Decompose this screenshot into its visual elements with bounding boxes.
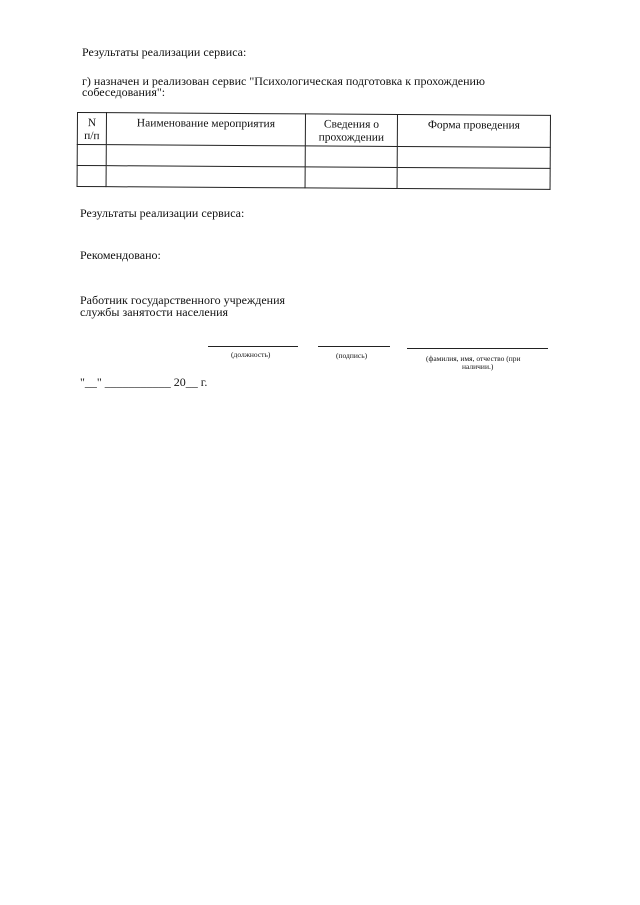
header-number-line2: п/п (84, 130, 100, 143)
service-description-line1: г) назначен и реализован сервис "Психологическая подготовка к прохождению (82, 74, 485, 88)
signature-line (318, 346, 390, 347)
full-name-line (407, 348, 548, 349)
header-completion-line1: Сведения о (323, 118, 380, 131)
date-line: "__" ___________ 20__ г. (80, 375, 208, 389)
table-cell (106, 145, 305, 167)
recommended-label: Рекомендовано: (80, 248, 161, 262)
header-number-line1: N (87, 117, 97, 130)
header-completion-info (305, 114, 397, 147)
table-cell (77, 166, 106, 187)
caption-signature: (подпись) (336, 351, 368, 360)
table-cell (77, 145, 106, 166)
header-form (397, 114, 550, 147)
results-heading-bottom: Результаты реализации сервиса: (80, 206, 245, 220)
position-signature-line (208, 346, 298, 347)
results-heading-top: Результаты реализации сервиса: (82, 45, 247, 59)
header-form-label: Форма проведения (427, 119, 521, 132)
table-row (77, 166, 550, 190)
header-completion-line2: прохождении (318, 131, 385, 144)
table-cell (397, 167, 550, 189)
table-cell (305, 167, 397, 189)
service-description-line2: собеседования": (82, 85, 166, 99)
worker-title-line2: службы занятости населения (80, 305, 229, 319)
header-event-name-label: Наименование мероприятия (136, 117, 276, 131)
table-header-row (77, 113, 550, 148)
worker-title-line1: Работник государственного учреждения (80, 293, 286, 307)
table-cell (305, 146, 397, 168)
events-table (77, 112, 550, 193)
caption-position: (должность) (231, 350, 271, 359)
table-cell (397, 146, 550, 168)
header-number (77, 113, 106, 145)
table-cell (106, 166, 305, 188)
caption-full-name-line1: (фамилия, имя, отчество (при (426, 354, 521, 363)
header-event-name (106, 113, 305, 146)
table-row (77, 145, 550, 169)
caption-full-name-line2: наличии.) (462, 362, 494, 371)
